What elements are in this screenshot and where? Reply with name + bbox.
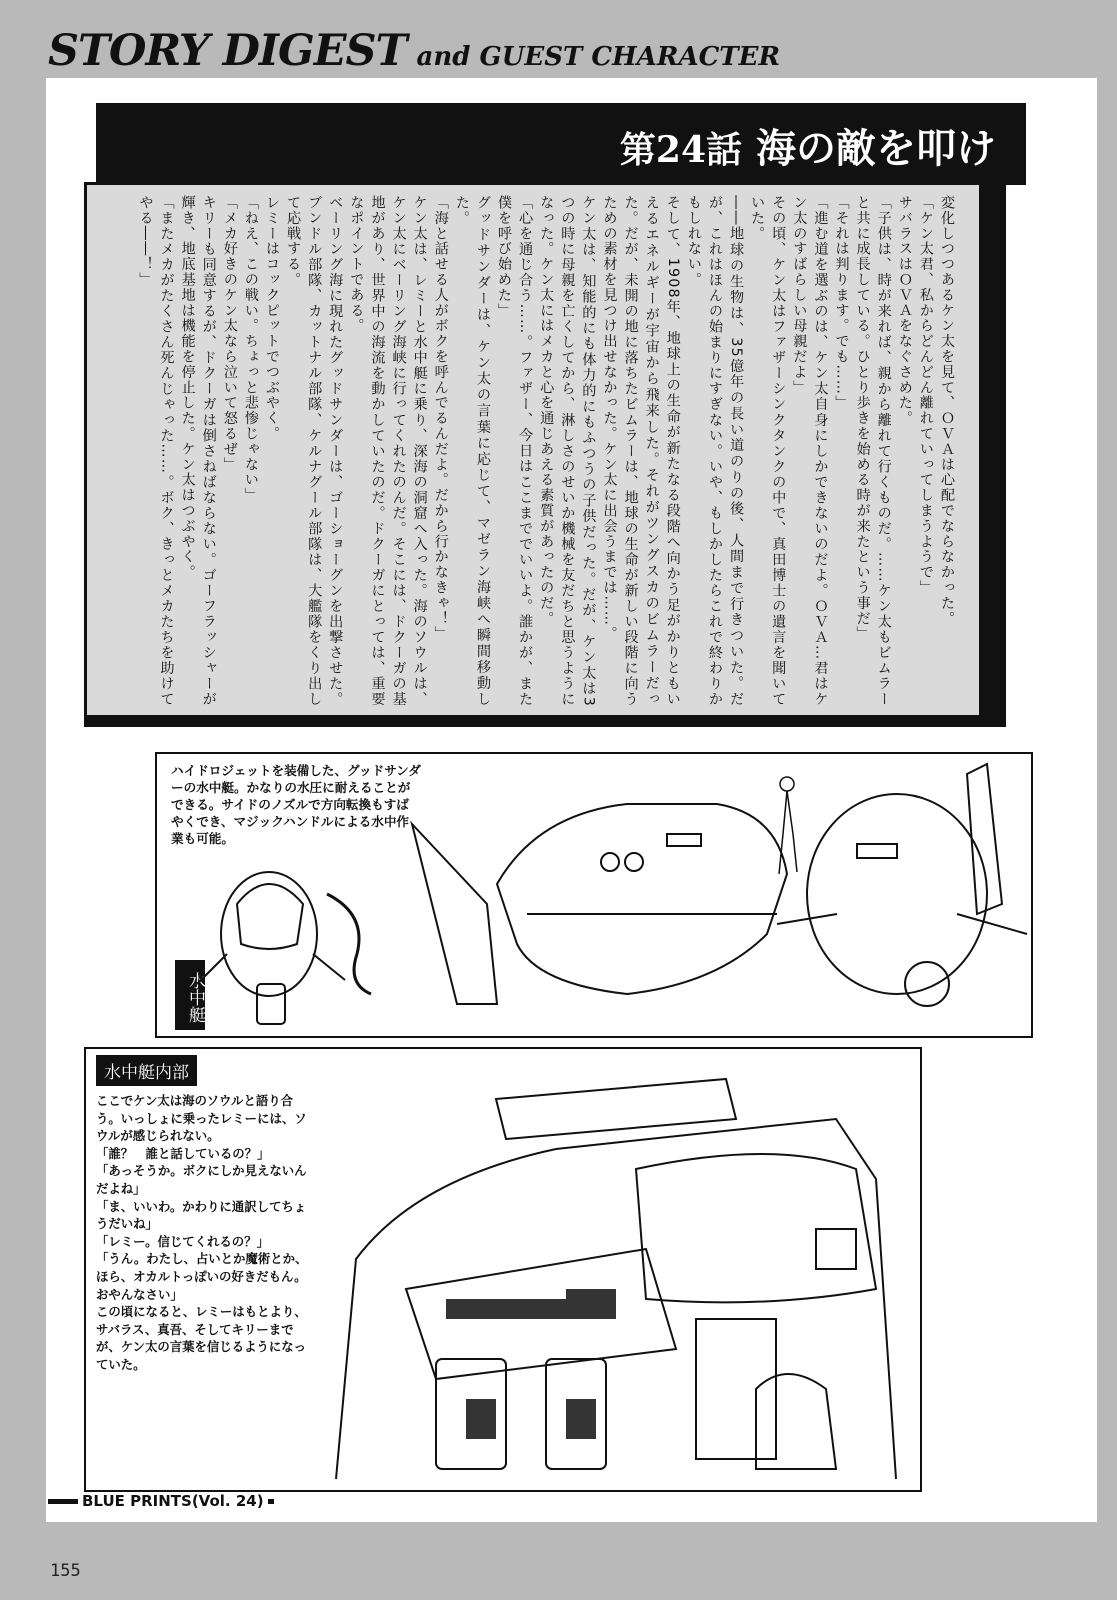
episode-title-bar [96, 103, 1026, 185]
bottom-margin [0, 1522, 1117, 1600]
interior-drawing [316, 1059, 916, 1479]
story-paragraph: 「またメカがたくさん死んじゃった……。ボク、きっとメカたちを助けてやる――！」 [137, 195, 175, 707]
submarine-panel [155, 752, 1033, 1038]
header-title-main: STORY DIGEST [48, 26, 407, 76]
right-margin [1097, 78, 1117, 1522]
story-paragraph: ――地球の生物は、35億年の長い道のりの後、人間まで行きついた。だが、これはほんの始まりにすぎない。いや、もしかしたらこれで終わりかもしれない。 [685, 195, 745, 707]
page-number: 155 [50, 1561, 81, 1581]
story-digest-box [84, 182, 982, 718]
interior-caption [96, 1092, 312, 1374]
interior-caption-line: 「誰？ 誰と話しているの？」 [96, 1145, 270, 1161]
story-paragraph: 「海と話せる人がボクを呼んでるんだよ。だから行かなきゃ！」 [432, 195, 449, 642]
interior-caption-line: 「うん。わたし、占いとか魔術とか、ほら、オカルトっぽいの好きだもん。おやんなさい」 [96, 1251, 308, 1302]
series-label: BLUE PRINTS(Vol. 24) [82, 1492, 264, 1510]
interior-caption-line: 「レミー。信じてくれるの？」 [96, 1233, 269, 1249]
submarine-tag: 水中艇 [175, 960, 205, 1030]
left-margin [0, 78, 46, 1522]
series-footer [48, 1492, 274, 1510]
figure-sketch [779, 777, 797, 874]
story-text [134, 195, 957, 707]
submarine-front-view [197, 872, 371, 1024]
story-paragraph: そして、1908年、地球上の生命が新たなる段階へ向かう足がかりともいえるエネルギーが宇宙から飛来した。それがツングスカのビムラーだった。だが、未開の地に落ちたビムラーは、地球の生命が新しい段階に向うための素材を見つけ出せなかった。ケン太に出会うまでは……。 [601, 195, 681, 707]
story-paragraph: 「ケン太君、私からどんどん離れていってしまうようで」 [917, 195, 934, 596]
episode-number: 第24話 [619, 129, 742, 171]
story-paragraph: サバラスはＯＶＡをなぐさめた。 [896, 195, 913, 426]
submarine-drawings [157, 754, 1035, 1040]
story-box-shadow-bottom [84, 718, 1006, 727]
story-paragraph: ベーリング海に現れたグッドサンダーは、ゴーショーグンを出撃させた。ブンドル部隊、カットナル部隊、ケルナグール部隊は、大艦隊をくり出して応戦する。 [285, 195, 344, 707]
story-paragraph: ケン太は、知能的にも体力的にもふつうの子供だった。だが、ケン太は3つの時に母親を亡くしてから、淋しさのせいか機械を友だちと思うようになった。ケン太にはメカと心を通じあえる素質があったのだ。 [538, 195, 597, 707]
story-paragraph: 「メカ好きのケン太なら泣いて怒るぜ」 [221, 195, 238, 473]
submarine-caption: ハイドロジェットを装備した、グッドサンダーの水中艇。かなりの水圧に耐えることができる。サイドのノズルで方向転換もすばやくでき、マジックハンドルによる水中作業も可能。 [171, 763, 421, 846]
section-header [48, 26, 780, 76]
submarine-side-view [412, 804, 787, 1004]
interior-caption-line: ここでケン太は海のソウルと語り合う。いっしょに乗ったレミーには、ソウルが感じられない。 [96, 1093, 307, 1144]
story-paragraph: グッドサンダーは、ケン太の言葉に応じて、マゼラン海峡へ瞬間移動した。 [453, 195, 491, 707]
story-paragraph: ケン太は、レミーと水中艇に乗り、深海の洞窟へ入った。海のソウルは、ケン太にベーリング海峡に行ってくれたのんだ。そこには、ドクーガの基地があり、世界中の海流を動かしていたのだ。ドクーガにとっては、重要なポイントである。 [348, 195, 428, 707]
interior-tag: 水中艇内部 [96, 1055, 197, 1086]
header-title-sub: and GUEST CHARACTER [416, 42, 781, 72]
episode-name: 海の敵を叩け [756, 125, 996, 172]
interior-caption-line: 「ま、いいわ。かわりに通訳してちょうだいね」 [96, 1198, 307, 1232]
interior-panel [84, 1047, 922, 1492]
submarine-rear-view [777, 764, 1027, 1006]
story-paragraph: 「子供は、時が来れば、親から離れて行くものだ。……ケン太もビムラーと共に成長している。ひとり歩きを始める時が来たという事だ」 [854, 195, 892, 707]
story-paragraph: 「ねえ、この戦い。ちょっと悲惨じゃない」 [242, 195, 259, 503]
episode-title [620, 117, 996, 174]
story-paragraph: キリーも同意するが、ドクーガは倒さねばならない。ゴーフラッシャーが輝き、地底基地は機能を停止した。ケン太はつぶやく。 [179, 195, 217, 707]
story-paragraph: その頃、ケン太はファザーシンクタンクの中で、真田博士の遺言を聞いていた。 [749, 195, 787, 707]
footer-rule [48, 1499, 78, 1504]
story-paragraph: レミーはコックピットでつぶやく。 [264, 195, 280, 442]
interior-caption-line: この頃になると、レミーはもとより、サバラス、真吾、そしてキリーまでが、ケン太の言葉を信じるようになっていた。 [96, 1304, 307, 1372]
story-paragraph: 変化しつつあるケン太を見て、ＯＶＡは心配でならなかった。 [939, 195, 955, 627]
story-paragraph: 「それは判ります。でも……」 [833, 195, 850, 411]
story-paragraph: 「進む道を選ぶのは、ケン太自身にしかできないのだよ。ＯＶＡ…君はケン太のすばらしい母親だよ」 [791, 195, 829, 707]
story-paragraph: 「心を通じ合う……。ファザー、今日はここまででいいよ。誰かが、また僕を呼び始めた」 [496, 195, 534, 707]
story-box-shadow [982, 182, 1006, 727]
interior-caption-line: 「あっそうか。ボクにしか見えないんだよね」 [96, 1163, 307, 1196]
footer-rule-end [268, 1499, 274, 1504]
